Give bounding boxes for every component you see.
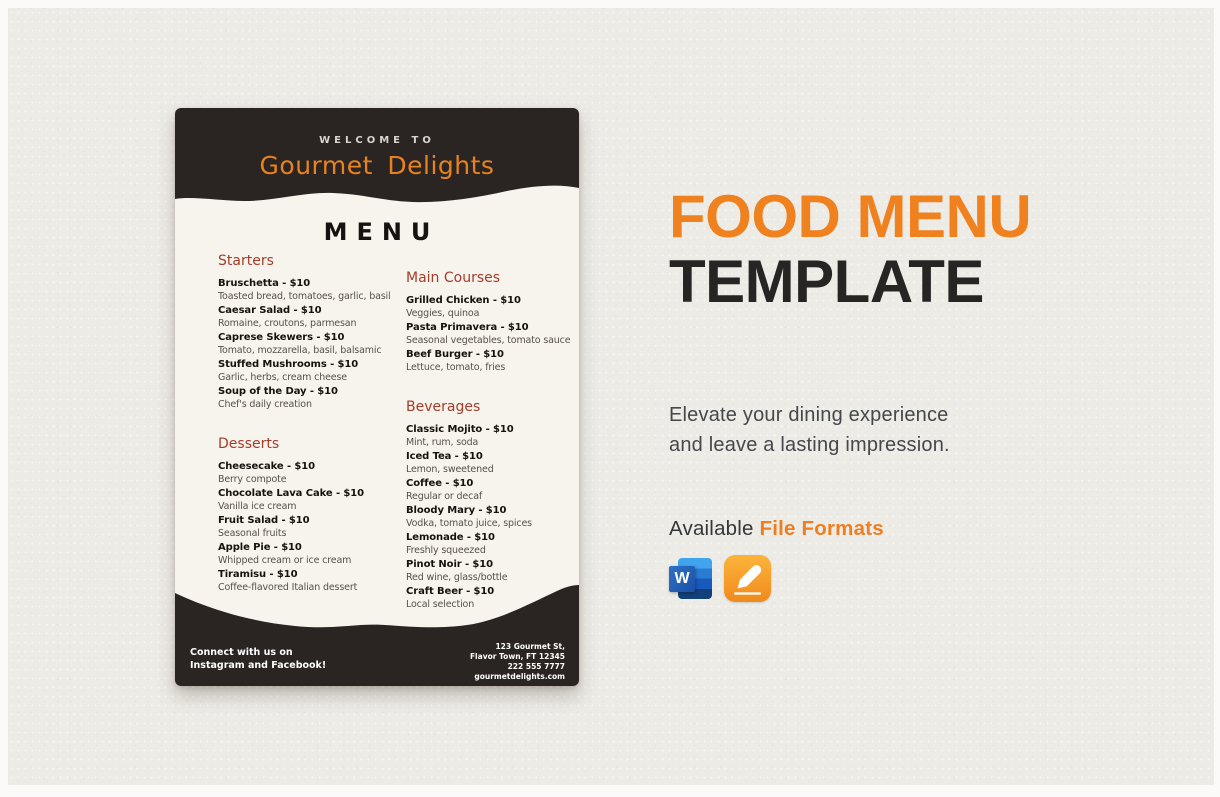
menu-item-desc: Garlic, herbs, cream cheese [218, 371, 347, 383]
menu-item [406, 424, 573, 449]
menu-item-desc: Seasonal vegetables, tomato sauce [406, 334, 571, 346]
menu-item-desc: Toasted bread, tomatoes, garlic, basil [218, 290, 391, 302]
menu-item-name: Fruit Salad - $10 [218, 515, 310, 526]
menu-item-name: Pinot Noir - $10 [406, 559, 493, 570]
menu-item-name: Lemonade - $10 [406, 532, 495, 543]
section-items-main-courses [406, 295, 573, 374]
formats-label-text: Available [669, 517, 754, 540]
menu-item-desc: Vanilla ice cream [218, 500, 297, 512]
menu-item [218, 305, 406, 330]
menu-title: MENU [323, 218, 440, 246]
page-title-line1: FOOD MENU [669, 183, 1032, 250]
menu-item-desc: Vodka, tomato juice, spices [406, 517, 532, 529]
menu-item-desc: Lettuce, tomato, fries [406, 361, 506, 373]
address-line: Flavor Town, FT 12345 [469, 652, 565, 661]
menu-item-desc: Veggies, quinoa [406, 307, 480, 319]
menu-item-name: Stuffed Mushrooms - $10 [218, 359, 359, 370]
menu-section-beverages [406, 397, 573, 611]
section-items-desserts [218, 461, 406, 594]
format-icons-row [669, 555, 1139, 602]
section-title-desserts: Desserts [218, 436, 280, 452]
menu-section-starters [218, 251, 406, 411]
menu-item-desc: Berry compote [218, 473, 287, 485]
address-line: 123 Gourmet St, [495, 642, 565, 651]
menu-item-name: Coffee - $10 [406, 478, 474, 489]
social-line-1: Connect with us on [190, 647, 293, 658]
pages-pen-glyph [724, 555, 771, 602]
section-title-starters: Starters [218, 253, 274, 269]
menu-column-left [218, 251, 406, 634]
menu-item [218, 278, 406, 303]
menu-item-desc: Seasonal fruits [218, 527, 287, 539]
address-line: 222 555 7777 [507, 662, 565, 671]
menu-item [406, 451, 573, 476]
menu-item-desc: Mint, rum, soda [406, 436, 479, 448]
menu-item [218, 488, 406, 513]
menu-item [406, 559, 573, 584]
product-description [669, 400, 1139, 460]
menu-welcome-text: WELCOME TO [319, 135, 435, 146]
menu-item-desc: Red wine, glass/bottle [406, 571, 508, 583]
menu-item-desc: Freshly squeezed [406, 544, 486, 556]
page-title [669, 184, 1139, 314]
menu-item-name: Iced Tea - $10 [406, 451, 483, 462]
menu-item-name: Pasta Primavera - $10 [406, 322, 529, 333]
menu-item [218, 332, 406, 357]
menu-item [218, 515, 406, 540]
menu-item [406, 349, 573, 374]
menu-item [406, 532, 573, 557]
section-items-starters [218, 278, 406, 411]
menu-item [406, 322, 573, 347]
menu-item-desc: Romaine, croutons, parmesan [218, 317, 357, 329]
menu-item-desc: Coffee-flavored Italian dessert [218, 581, 358, 593]
menu-footer-address [470, 642, 565, 682]
page-title-line2: TEMPLATE [669, 248, 984, 315]
menu-column-right [406, 268, 573, 634]
menu-item-name: Craft Beer - $10 [406, 586, 495, 597]
menu-item-name: Bloody Mary - $10 [406, 505, 507, 516]
menu-section-desserts [218, 434, 406, 594]
menu-item-name: Caesar Salad - $10 [218, 305, 322, 316]
product-info-panel [669, 184, 1139, 602]
menu-item [406, 505, 573, 530]
description-line2: and leave a lasting impression. [669, 434, 950, 456]
microsoft-word-icon[interactable] [669, 556, 713, 601]
menu-item-desc: Chef's daily creation [218, 398, 312, 410]
section-title-main-courses: Main Courses [406, 270, 501, 286]
menu-footer-social [190, 646, 326, 672]
menu-item [406, 478, 573, 503]
section-title-beverages: Beverages [406, 399, 481, 415]
menu-item [218, 542, 406, 567]
menu-item-name: Chocolate Lava Cake - $10 [218, 488, 364, 499]
menu-item-name: Tiramisu - $10 [218, 569, 298, 580]
section-items-beverages [406, 424, 573, 611]
restaurant-name: Gourmet Delights [259, 151, 495, 180]
menu-item-name: Bruschetta - $10 [218, 278, 311, 289]
menu-item-desc: Lemon, sweetened [406, 463, 494, 475]
menu-item-name: Grilled Chicken - $10 [406, 295, 521, 306]
menu-item [406, 295, 573, 320]
menu-item-name: Beef Burger - $10 [406, 349, 504, 360]
menu-item-desc: Regular or decaf [406, 490, 483, 502]
menu-item-name: Classic Mojito - $10 [406, 424, 514, 435]
menu-item [218, 386, 406, 411]
address-line: gourmetdelights.com [474, 672, 565, 681]
menu-item-desc: Local selection [406, 598, 475, 610]
menu-item [218, 359, 406, 384]
menu-item-desc: Tomato, mozzarella, basil, balsamic [218, 344, 382, 356]
menu-item-desc: Whipped cream or ice cream [218, 554, 352, 566]
menu-item-name: Apple Pie - $10 [218, 542, 302, 553]
social-line-2: Instagram and Facebook! [190, 660, 327, 671]
word-letter-tile: W [669, 566, 695, 592]
menu-item-name: Soup of the Day - $10 [218, 386, 338, 397]
description-line1: Elevate your dining experience [669, 404, 949, 426]
menu-item [218, 461, 406, 486]
available-formats-label [669, 517, 1139, 541]
menu-item-name: Caprese Skewers - $10 [218, 332, 345, 343]
menu-item-name: Cheesecake - $10 [218, 461, 315, 472]
menu-section-main-courses [406, 268, 573, 374]
menu-columns [218, 251, 573, 634]
apple-pages-icon[interactable] [724, 555, 771, 602]
menu-template-preview [175, 108, 579, 686]
formats-highlight-text: File Formats [759, 517, 884, 540]
